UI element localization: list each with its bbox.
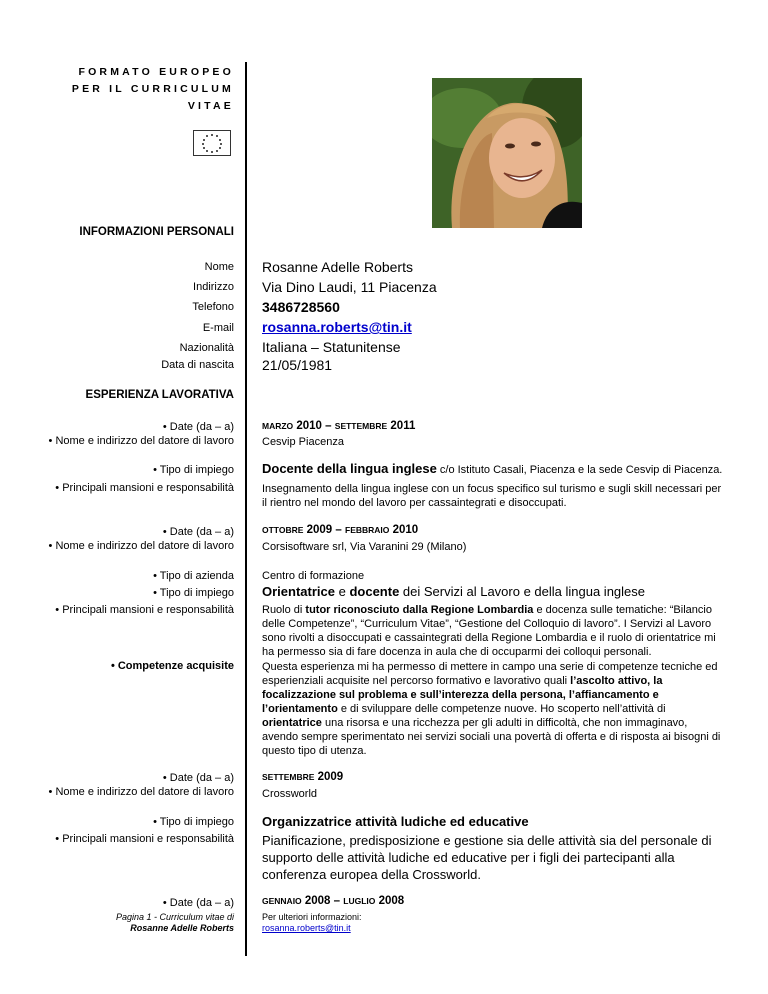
job3-label-date: • Date (da – a) xyxy=(162,772,234,784)
value-email xyxy=(262,318,722,336)
job4-date: GENNAIO 2008 – LUGLIO 2008 xyxy=(262,895,405,907)
job2-skills: Questa esperienza mi ha permesso di mettere in campo una serie di competenze tecniche ed esperienziali acquisite nel percorso formativo e lavorativo quali l’ascolto attivo, la focalizzazione sul problema e sull’interezza della persona, l’affiancamento e l’orientamento e di sviluppare delle competenze nuove. Ho scoperto nell’attività di orientatrice una risorsa e una ricchezza per gli adulti in difficoltà, che non immaginavo, avendo sempre sperimentato nei servizi sociali una povertà di offerta e di risposta ai bisogni di questo tipo di utenza. xyxy=(262,661,721,757)
job2-label-job-type: • Tipo di impiego xyxy=(153,587,234,599)
job4-label-date: • Date (da – a) xyxy=(162,897,234,909)
value-nazionalita: Italiana – Statunitense xyxy=(262,339,401,355)
job3-duties: Pianificazione, predisposizione e gestione sia delle attività sia del personale di supporto delle attività ludiche ed educative per i figli dei partecipanti alla conferenza europea della Crossworld. xyxy=(262,833,712,882)
job3-label-employer: • Nome e indirizzo del datore di lavoro xyxy=(48,786,234,798)
job2-label-duties: • Principali mansioni e responsabilità xyxy=(55,604,234,616)
job2-employer: Corsisoftware srl, Via Varanini 29 (Milano) xyxy=(262,541,467,553)
footer-contact xyxy=(262,912,362,934)
vertical-divider xyxy=(245,62,247,956)
eu-flag-icon xyxy=(193,130,231,156)
label-email: E-mail xyxy=(202,322,234,334)
section-title-experience: ESPERIENZA LAVORATIVA xyxy=(85,389,234,401)
label-nome: Nome xyxy=(204,261,234,273)
job2-date: OTTOBRE 2009 – FEBBRAIO 2010 xyxy=(262,524,419,536)
job1-employer: Cesvip Piacenza xyxy=(262,436,344,448)
job2-duties: Ruolo di tutor riconosciuto dalla Regione Lombardia e docenza sulle tematiche: “Bilancio delle Competenze”, “Curriculum Vitae”, “Gestione del Colloquio di lavoro”. I Servizi al Lavoro sono rivolti a disoccupati e cassaintegrati della Regione Lombardia e il ruolo di orientatrice mi ha permesso sia di fare docenza in aula che di occuparmi dei colloqui personali. xyxy=(262,604,716,658)
job3-label-duties: • Principali mansioni e responsabilità xyxy=(55,833,234,845)
label-indirizzo: Indirizzo xyxy=(193,281,234,293)
job3-employer: Crossworld xyxy=(262,788,318,800)
job1-label-job-type: • Tipo di impiego xyxy=(153,464,234,476)
job3-role: Organizzatrice attività ludiche ed educative xyxy=(262,814,529,829)
label-telefono: Telefono xyxy=(192,301,234,313)
footer-left-line2: Rosanne Adelle Roberts xyxy=(130,923,234,933)
header-line-2: PER IL CURRICULUM xyxy=(71,83,234,95)
job1-label-employer: • Nome e indirizzo del datore di lavoro xyxy=(48,435,234,447)
footer-right-line1: Per ulteriori informazioni: xyxy=(262,912,362,922)
job2-label-company-type: • Tipo di azienda xyxy=(153,570,234,582)
value-telefono: 3486728560 xyxy=(262,299,340,315)
value-nome: Rosanne Adelle Roberts xyxy=(262,259,413,275)
email-link[interactable]: rosanna.roberts@tin.it xyxy=(262,319,412,335)
job2-label-date: • Date (da – a) xyxy=(162,526,234,538)
footer-left-line1: Pagina 1 - Curriculum vitae di xyxy=(115,912,234,922)
value-indirizzo: Via Dino Laudi, 11 Piacenza xyxy=(262,279,437,295)
job3-date: SETTEMBRE 2009 xyxy=(262,771,344,783)
header-line-3: VITAE xyxy=(187,100,234,112)
job1-date: MARZO 2010 – SETTEMBRE 2011 xyxy=(262,420,416,432)
job2-role: Orientatrice e docente dei Servizi al Lavoro e della lingua inglese xyxy=(262,584,646,599)
footer-email-link[interactable]: rosanna.roberts@tin.it xyxy=(262,923,351,933)
footer-page-info xyxy=(116,912,234,934)
value-data-nascita: 21/05/1981 xyxy=(262,357,333,373)
label-nazionalita: Nazionalità xyxy=(179,342,234,354)
profile-photo xyxy=(432,78,582,228)
job2-company-type: Centro di formazione xyxy=(262,570,365,582)
cv-header xyxy=(72,64,234,115)
job1-role: Docente della lingua inglese c/o Istituto Casali, Piacenza e la sede Cesvip di Piacenza. xyxy=(262,461,723,476)
label-data-nascita: Data di nascita xyxy=(161,359,234,371)
job1-label-duties: • Principali mansioni e responsabilità xyxy=(55,482,234,494)
section-title-personal: INFORMAZIONI PERSONALI xyxy=(79,226,234,238)
job2-label-employer: • Nome e indirizzo del datore di lavoro xyxy=(48,540,234,552)
header-line-1: FORMATO EUROPEO xyxy=(78,66,234,78)
job1-label-date: • Date (da – a) xyxy=(162,421,234,433)
job3-label-job-type: • Tipo di impiego xyxy=(153,816,234,828)
job1-duties: Insegnamento della lingua inglese con un focus specifico sul turismo e sugli skill necessari per il rientro nel mondo del lavoro per cassaintegrati e disoccupati. xyxy=(262,483,722,509)
job2-label-skills: • Competenze acquisite xyxy=(110,660,234,672)
